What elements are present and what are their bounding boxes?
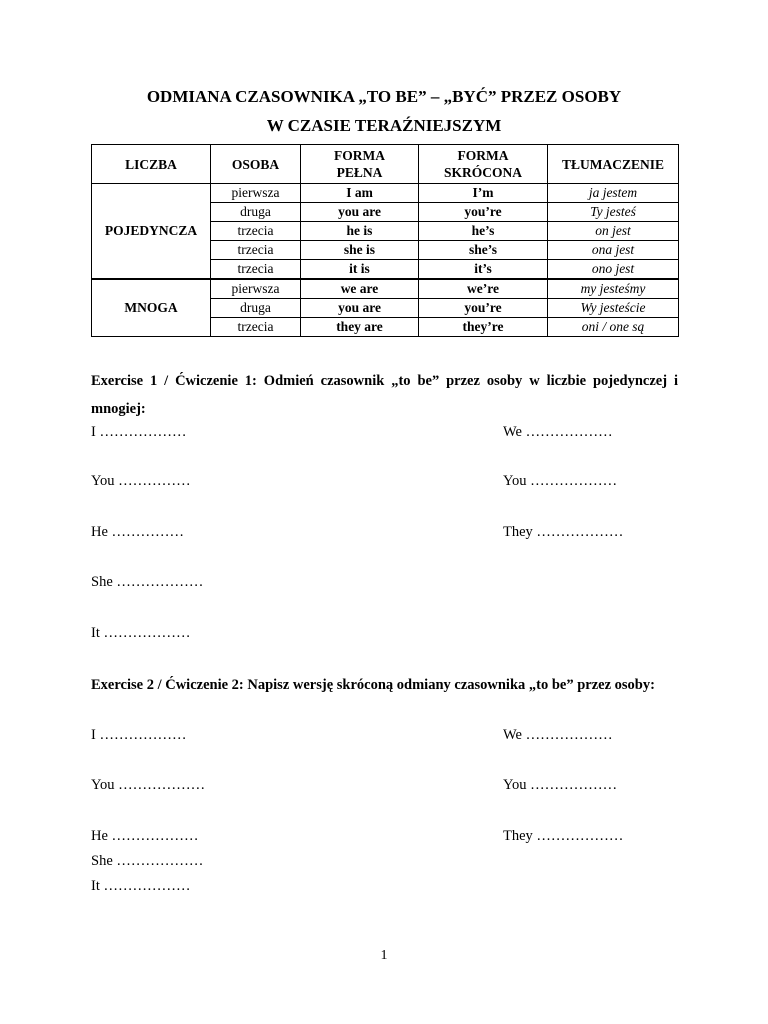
page-subtitle: W CZASIE TERAŹNIEJSZYM — [266, 116, 502, 135]
full-form-cell: I am — [301, 184, 419, 203]
translation-cell: Ty jesteś — [548, 203, 679, 222]
full-form-cell: you are — [301, 203, 419, 222]
full-form-cell: it is — [301, 260, 419, 280]
exercise-2-blank-she[interactable]: She ……………… — [91, 853, 204, 869]
header-person: OSOBA — [211, 145, 301, 184]
exercise-1-blank-he[interactable]: He …………… — [91, 524, 185, 540]
full-form-cell: we are — [301, 279, 419, 299]
exercise-1-blank-i[interactable]: I ……………… — [91, 424, 187, 440]
short-form-cell: she’s — [419, 241, 548, 260]
conjugation-table — [91, 144, 679, 337]
exercise-2-blank-he[interactable]: He ……………… — [91, 828, 199, 844]
exercise-1-blank-you-plural[interactable]: You ……………… — [503, 473, 618, 489]
header-short-form: FORMA SKRÓCONA — [419, 145, 548, 184]
translation-cell: ono jest — [548, 260, 679, 280]
plural-label: MNOGA — [92, 279, 211, 337]
exercise-1-blank-they[interactable]: They ……………… — [503, 524, 624, 540]
short-form-cell: he’s — [419, 222, 548, 241]
exercise-2-blank-you[interactable]: You ……………… — [91, 777, 206, 793]
person-cell: druga — [211, 203, 301, 222]
person-cell: trzecia — [211, 241, 301, 260]
exercise-1-blank-it[interactable]: It ……………… — [91, 625, 191, 641]
person-cell: pierwsza — [211, 279, 301, 299]
header-number: LICZBA — [92, 145, 211, 184]
translation-cell: Wy jesteście — [548, 299, 679, 318]
short-form-cell: we’re — [419, 279, 548, 299]
short-form-cell: it’s — [419, 260, 548, 280]
exercise-1-heading: Exercise 1 / Ćwiczenie 1: Odmień czasownik „to be” przez osoby w liczbie pojedynczej i mnogiej: — [91, 373, 678, 417]
full-form-cell: she is — [301, 241, 419, 260]
translation-cell: on jest — [548, 222, 679, 241]
full-form-cell: they are — [301, 318, 419, 337]
short-form-cell: you’re — [419, 203, 548, 222]
page-number: 1 — [380, 948, 388, 963]
exercise-2-blank-we[interactable]: We ……………… — [503, 727, 613, 743]
translation-cell: ja jestem — [548, 184, 679, 203]
translation-cell: oni / one są — [548, 318, 679, 337]
full-form-cell: you are — [301, 299, 419, 318]
exercise-1-blank-we[interactable]: We ……………… — [503, 424, 613, 440]
full-form-cell: he is — [301, 222, 419, 241]
short-form-cell: they’re — [419, 318, 548, 337]
exercise-2-blank-you-plural[interactable]: You ……………… — [503, 777, 618, 793]
table-header-row — [92, 145, 679, 184]
page-title: ODMIANA CZASOWNIKA „TO BE” – „BYĆ” PRZEZ OSOBY — [146, 87, 622, 106]
person-cell: trzecia — [211, 318, 301, 337]
table-row — [92, 279, 679, 299]
short-form-cell: you’re — [419, 299, 548, 318]
person-cell: trzecia — [211, 222, 301, 241]
header-full-form: FORMA PEŁNA — [301, 145, 419, 184]
exercise-1-blank-she[interactable]: She ……………… — [91, 574, 204, 590]
person-cell: trzecia — [211, 260, 301, 280]
translation-cell: my jesteśmy — [548, 279, 679, 299]
header-translation: TŁUMACZENIE — [548, 145, 679, 184]
short-form-cell: I’m — [419, 184, 548, 203]
exercise-2-heading: Exercise 2 / Ćwiczenie 2: Napisz wersję skróconą odmiany czasownika „to be” przez osoby: — [91, 677, 655, 693]
person-cell: pierwsza — [211, 184, 301, 203]
singular-label: POJEDYNCZA — [92, 184, 211, 280]
exercise-2-blank-it[interactable]: It ……………… — [91, 878, 191, 894]
exercise-1-blank-you[interactable]: You …………… — [91, 473, 191, 489]
exercise-2-blank-they[interactable]: They ……………… — [503, 828, 624, 844]
table-row — [92, 184, 679, 203]
person-cell: druga — [211, 299, 301, 318]
translation-cell: ona jest — [548, 241, 679, 260]
exercise-2-blank-i[interactable]: I ……………… — [91, 727, 187, 743]
